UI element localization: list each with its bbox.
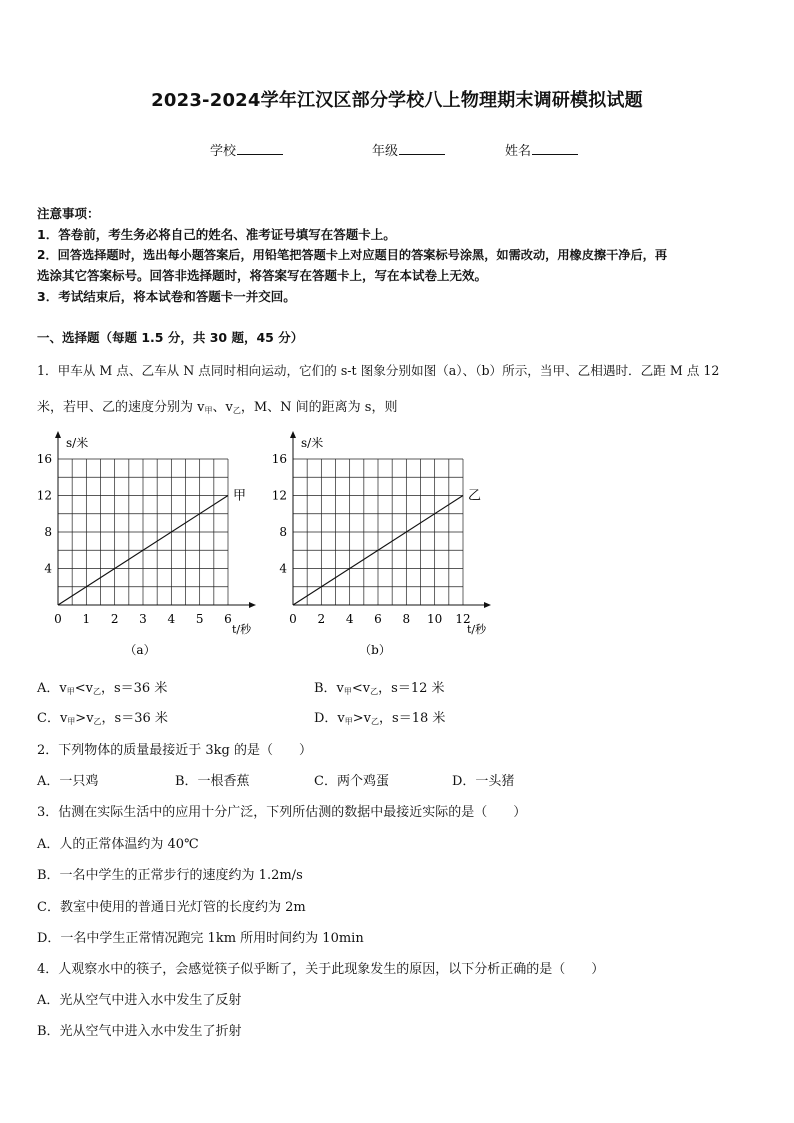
name-blank[interactable] <box>532 141 578 155</box>
opt-text: ，s＝36 米 <box>101 711 168 726</box>
x-tick-label: 0 <box>289 612 297 626</box>
opt-sub: 甲 <box>344 717 353 726</box>
school-label: 学校 <box>210 144 237 159</box>
q1-stem-line-1: 1．甲车从 M 点、乙车从 N 点同时相向运动，它们的 s-t 图象分别如图（a）、（b）所示，当甲、乙相遇时．乙距 M 点 12 <box>37 363 720 378</box>
x-tick-label: 8 <box>402 612 411 626</box>
x-tick-label: 12 <box>455 612 471 626</box>
y-axis-arrow <box>55 431 61 438</box>
opt-sub: 乙 <box>92 687 101 696</box>
x-tick-label: 0 <box>54 612 62 626</box>
x-tick-label: 10 <box>427 612 443 626</box>
q3-option-a[interactable]: A．人的正常体温约为 40℃ <box>37 837 199 852</box>
x-tick-label: 4 <box>167 612 176 626</box>
q2-stem: 2．下列物体的质量最接近于 3kg 的是（ ） <box>37 743 313 758</box>
opt-sub: 甲 <box>67 717 76 726</box>
x-axis-arrow <box>484 602 491 608</box>
chart-caption: （b） <box>359 643 391 657</box>
q1-text: ，M、N 间的距离为 s，则 <box>240 400 398 415</box>
opt-text: <v <box>351 681 371 696</box>
opt-text: <v <box>74 681 93 696</box>
q4-option-b[interactable]: B．光从空气中进入水中发生了折射 <box>37 1024 242 1039</box>
x-axis-label: t/秒 <box>232 623 252 636</box>
q2-option-b[interactable]: B．一根香蕉 <box>175 774 250 789</box>
opt-text: C．v <box>37 711 68 726</box>
grade-label: 年级 <box>372 144 399 159</box>
opt-text: ，s＝12 米 <box>378 681 445 696</box>
q1-text: 米，若甲、乙的速度分别为 v <box>37 400 205 415</box>
opt-sub: 乙 <box>371 717 380 726</box>
y-tick-label: 8 <box>279 525 287 539</box>
notice-item-1: 1．答卷前，考生务必将自己的姓名、准考证号填写在答题卡上。 <box>37 227 396 242</box>
x-axis-arrow <box>249 602 256 608</box>
school-field[interactable] <box>210 140 283 159</box>
page-title: 2023-2024学年江汉区部分学校八上物理期末调研模拟试题 <box>151 90 643 111</box>
q3-option-d[interactable]: D．一名中学生正常情况跑完 1km 所用时间约为 10min <box>37 931 364 946</box>
opt-sub: 甲 <box>343 687 352 696</box>
q1-stem-line-2 <box>37 396 397 416</box>
x-tick-label: 6 <box>224 612 232 626</box>
q3-stem: 3．估测在实际生活中的应用十分广泛，下列所估测的数据中最接近实际的是（ ） <box>37 805 527 820</box>
q2-option-d[interactable]: D．一头猪 <box>452 774 515 789</box>
notice-item-3: 3．考试结束后，将本试卷和答题卡一并交回。 <box>37 289 296 304</box>
q1-sub: 乙 <box>232 406 241 415</box>
q1-option-d[interactable] <box>314 707 445 727</box>
opt-text: B．v <box>314 681 344 696</box>
q1-text: 、v <box>212 400 233 415</box>
section-heading: 一、选择题（每题 1.5 分，共 30 题，45 分） <box>37 330 304 345</box>
opt-text: >v <box>75 711 94 726</box>
q4-stem: 4．人观察水中的筷子，会感觉筷子似乎断了，关于此现象发生的原因，以下分析正确的是（ ） <box>37 962 605 977</box>
q1-option-b[interactable] <box>314 677 445 697</box>
q1-option-a[interactable] <box>37 677 167 697</box>
y-tick-label: 8 <box>44 525 52 539</box>
x-tick-label: 1 <box>82 612 91 626</box>
y-tick-label: 16 <box>271 452 287 466</box>
x-tick-label: 5 <box>195 612 204 626</box>
notice-item-2-line-1: 2．回答选择题时，选出每小题答案后，用铅笔把答题卡上对应题目的答案标号涂黑，如需改动，用橡皮擦干净后，再 <box>37 248 668 262</box>
y-tick-label: 16 <box>36 452 52 466</box>
school-blank[interactable] <box>237 141 283 155</box>
opt-sub: 乙 <box>370 687 379 696</box>
y-axis-label: s/米 <box>301 436 324 450</box>
opt-text: D．v <box>314 711 345 726</box>
x-tick-label: 3 <box>139 612 147 626</box>
y-axis-label: s/米 <box>66 436 89 450</box>
y-tick-label: 4 <box>279 561 287 576</box>
x-tick-label: 4 <box>345 612 354 626</box>
opt-text: A．v <box>37 681 67 696</box>
opt-sub: 甲 <box>66 687 75 696</box>
name-field[interactable] <box>505 140 578 159</box>
y-axis-arrow <box>290 431 296 438</box>
x-tick-label: 2 <box>317 612 326 626</box>
name-label: 姓名 <box>505 144 532 159</box>
y-tick-label: 12 <box>271 488 287 503</box>
q3-option-c[interactable]: C．教室中使用的普通日光灯管的长度约为 2m <box>37 900 306 915</box>
q1-sub: 甲 <box>204 406 213 415</box>
grade-field[interactable] <box>372 140 445 159</box>
series-label: 乙 <box>468 488 482 504</box>
chart-a <box>25 425 275 660</box>
opt-text: ，s＝18 米 <box>379 711 446 726</box>
q4-option-a[interactable]: A．光从空气中进入水中发生了反射 <box>37 993 242 1008</box>
series-label: 甲 <box>233 488 247 504</box>
opt-text: >v <box>352 711 372 726</box>
notice-item-2-line-2: 选涂其它答案标号。回答非选择题时，将答案写在答题卡上，写在本试卷上无效。 <box>37 268 488 283</box>
q3-option-b[interactable]: B．一名中学生的正常步行的速度约为 1.2m/s <box>37 868 303 883</box>
q2-option-c[interactable]: C．两个鸡蛋 <box>314 774 389 789</box>
chart-caption: （a） <box>124 643 156 657</box>
opt-sub: 乙 <box>93 717 102 726</box>
q1-option-c[interactable] <box>37 707 168 727</box>
y-tick-label: 4 <box>44 561 52 576</box>
x-tick-label: 2 <box>110 612 119 626</box>
notice-heading: 注意事项： <box>37 206 100 221</box>
x-axis-label: t/秒 <box>467 623 487 636</box>
y-tick-label: 12 <box>36 488 52 503</box>
chart-b <box>260 425 510 660</box>
q2-option-a[interactable]: A．一只鸡 <box>37 774 99 789</box>
x-tick-label: 6 <box>374 612 382 626</box>
opt-text: ，s＝36 米 <box>100 681 168 696</box>
grade-blank[interactable] <box>399 141 445 155</box>
